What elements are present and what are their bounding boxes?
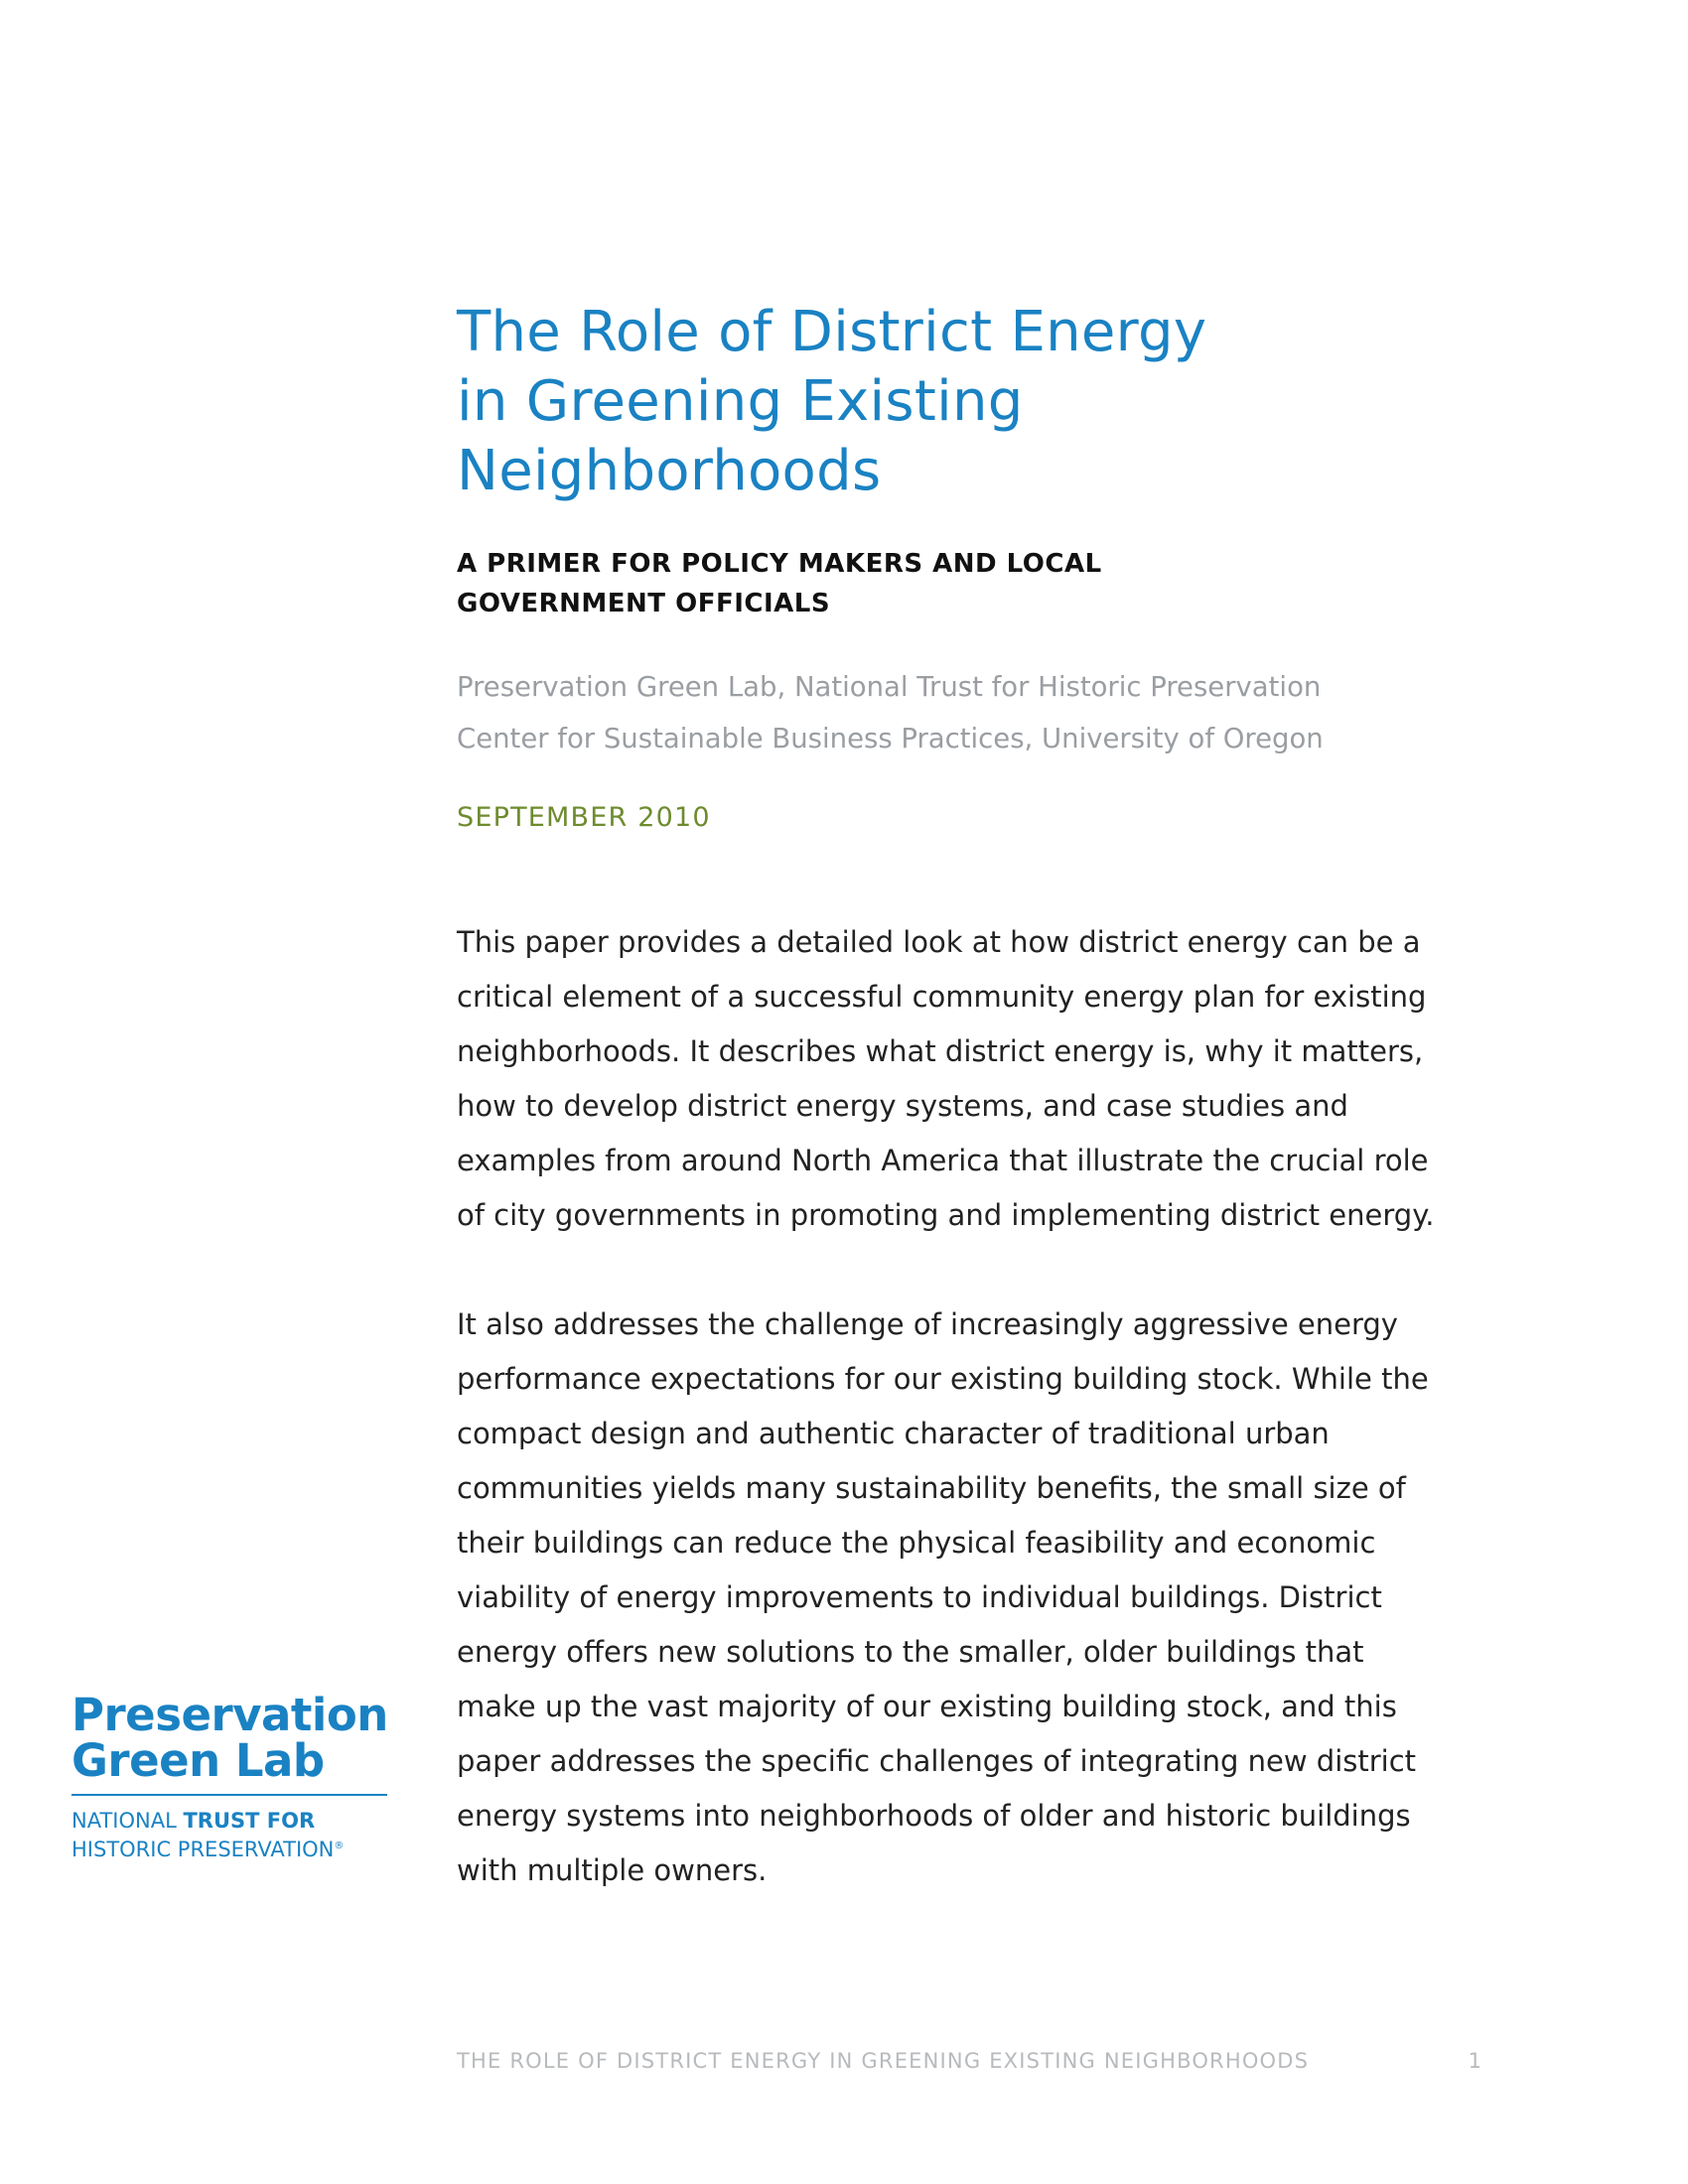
document-title (457, 298, 1509, 506)
logo-trust-line (71, 1808, 399, 1834)
text-line: examples from around North America that illustrate the crucial role (457, 1144, 1429, 1177)
text-line: This paper provides a detailed look at how district energy can be a (457, 925, 1421, 959)
author-affiliation: Center for Sustainable Business Practices, University of Oregon (457, 723, 1324, 754)
text-line: of city governments in promoting and implementing district energy. (457, 1198, 1435, 1232)
running-title: THE ROLE OF DISTRICT ENERGY IN GREENING EXISTING NEIGHBORHOODS (457, 2049, 1310, 2073)
text-line: make up the vast majority of our existing building stock, and this (457, 1690, 1397, 1723)
author-affiliation: Preservation Green Lab, National Trust for Historic Preservation (457, 671, 1322, 703)
logo-wordmark-line: Preservation (71, 1689, 388, 1741)
subtitle-line: A PRIMER FOR POLICY MAKERS AND LOCAL (457, 549, 1102, 579)
logo-divider (71, 1794, 387, 1796)
subtitle-line: GOVERNMENT OFFICIALS (457, 589, 831, 618)
text-line: neighborhoods. It describes what district energy is, why it matters, (457, 1034, 1424, 1068)
paragraph (457, 1297, 1509, 1898)
logo-national: NATIONAL (71, 1809, 184, 1833)
page-footer (457, 2049, 1509, 2089)
text-line: performance expectations for our existing building stock. While the (457, 1362, 1429, 1396)
abstract-body (457, 915, 1509, 1898)
logo-wordmark-line: Green Lab (71, 1734, 325, 1787)
text-line: It also addresses the challenge of increasingly aggressive energy (457, 1307, 1398, 1341)
text-line: energy offers new solutions to the smaller, older buildings that (457, 1635, 1364, 1669)
preservation-green-lab-logo (71, 1689, 399, 1862)
logo-historic-preservation (71, 1834, 399, 1862)
logo-historic-preservation-text: HISTORIC PRESERVATION (71, 1838, 335, 1861)
text-line: their buildings can reduce the physical feasibility and economic (457, 1526, 1376, 1560)
publication-date: SEPTEMBER 2010 (457, 802, 711, 833)
logo-trust-for: TRUST FOR (183, 1809, 316, 1833)
text-line: critical element of a successful community energy plan for existing (457, 980, 1427, 1014)
title-line: in Greening Existing (457, 369, 1024, 434)
text-line: communities yields many sustainability benefits, the small size of (457, 1471, 1406, 1505)
main-column (457, 298, 1509, 1953)
text-line: with multiple owners. (457, 1853, 768, 1887)
text-line: viability of energy improvements to individual buildings. District (457, 1580, 1382, 1614)
text-line: how to develop district energy systems, and case studies and (457, 1089, 1348, 1123)
text-line: compact design and authentic character of traditional urban (457, 1417, 1330, 1450)
title-line: Neighborhoods (457, 439, 882, 503)
document-subtitle (457, 544, 1509, 623)
page-number: 1 (1468, 2049, 1481, 2073)
registered-mark: ® (334, 1841, 345, 1851)
title-line: The Role of District Energy (457, 300, 1207, 364)
text-line: energy systems into neighborhoods of older and historic buildings (457, 1799, 1411, 1833)
text-line: paper addresses the specific challenges of integrating new district (457, 1744, 1417, 1778)
paragraph (457, 915, 1509, 1243)
authors-block (457, 661, 1509, 764)
